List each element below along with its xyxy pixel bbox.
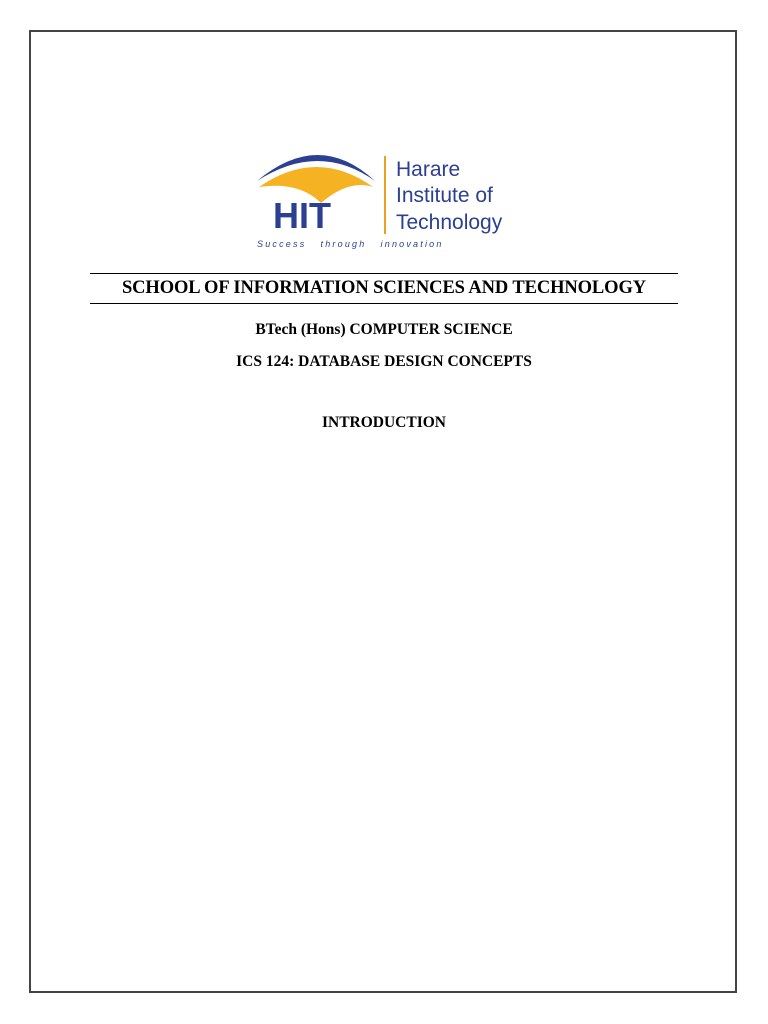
logo-name-line3: Technology	[396, 211, 503, 234]
school-heading-block	[90, 273, 678, 304]
programme-title: BTech (Hons) COMPUTER SCIENCE	[255, 321, 513, 338]
hit-logo-graphic	[249, 121, 519, 253]
course-title: ICS 124: DATABASE DESIGN CONCEPTS	[236, 353, 532, 370]
school-title: SCHOOL OF INFORMATION SCIENCES AND TECHNOLOGY	[121, 278, 647, 298]
logo-name-line1: Harare	[396, 158, 461, 181]
logo-acronym: HIT	[273, 195, 331, 236]
logo-divider	[384, 156, 386, 234]
hit-logo	[249, 121, 519, 253]
section-heading: INTRODUCTION	[321, 414, 446, 431]
logo-tagline: Success through innovation	[257, 239, 444, 249]
logo-name-line2: Institute of	[396, 184, 493, 207]
